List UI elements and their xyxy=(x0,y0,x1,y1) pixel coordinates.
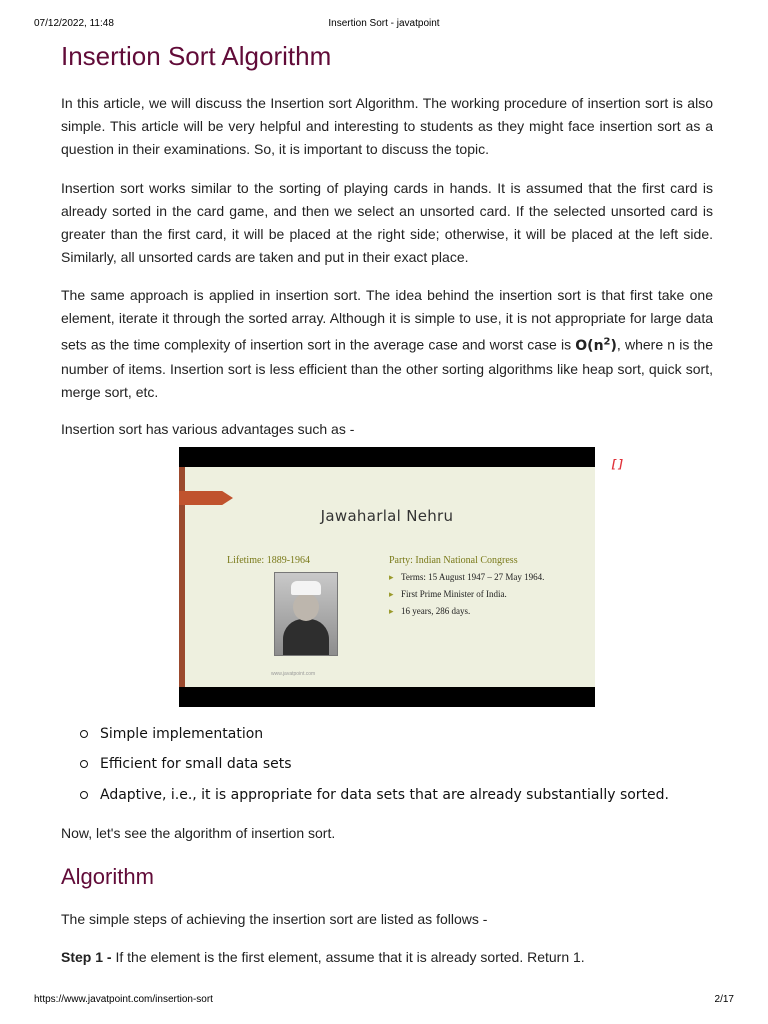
slide-bullet: ▸ Terms: 15 August 1947 – 27 May 1964. xyxy=(389,571,559,583)
embedded-video[interactable] xyxy=(179,447,595,707)
slide-watermark: www.javatpoint.com xyxy=(271,671,316,677)
slide-bullets xyxy=(389,571,559,622)
bullet-circle-icon xyxy=(80,760,88,768)
algorithm-intro: Now, let's see the algorithm of insertion sort. xyxy=(61,825,336,841)
slide-bullet: ▸ 16 years, 286 days. xyxy=(389,605,559,617)
approach-text-before: The same approach is applied in insertion sort. The idea behind the insertion sort is that first take one element, iterate it through the sorted array. Although it is simple to use, it is not appropriate for large data sets as the time complexity of insertion sort in the average case and worst case is xyxy=(61,287,713,353)
print-header xyxy=(34,18,734,30)
slide-bullet: ▸ First Prime Minister of India. xyxy=(389,588,559,600)
list-item: Efficient for small data sets xyxy=(100,754,713,774)
print-page-number: 2/17 xyxy=(714,994,734,1005)
portrait-photo xyxy=(274,572,338,656)
slide-party: Party: Indian National Congress xyxy=(389,555,518,566)
list-item: Simple implementation xyxy=(100,724,713,744)
bullet-circle-icon xyxy=(80,730,88,738)
advantages-list xyxy=(61,724,713,805)
complexity-formula: $O(n^2)$ xyxy=(575,336,617,354)
approach-text-after: , where n is the number of items. Insertion sort is less efficient than the other sorting algorithms like heap sort, quick sort, merge sort, etc. xyxy=(61,336,714,400)
slide-lifetime: Lifetime: 1889-1964 xyxy=(227,555,311,566)
intro-paragraph: In this article, we will discuss the Insertion sort Algorithm. The working procedure of insertion sort is also simple. This article will be very helpful and interesting to students as they might face insertion sort as a question in their examinations. So, it is important to discuss the topic. xyxy=(61,95,713,157)
print-page-title: Insertion Sort - javatpoint xyxy=(328,18,440,29)
article xyxy=(61,40,713,441)
step-1-text: If the element is the first element, assume that it is already sorted. Return 1. xyxy=(111,949,585,965)
advantages-intro: Insertion sort has various advantages such as - xyxy=(61,420,355,437)
bullet-circle-icon xyxy=(80,791,88,799)
print-url: https://www.javatpoint.com/insertion-sort xyxy=(34,994,213,1005)
playing-cards-paragraph: Insertion sort works similar to the sorting of playing cards in hands. It is assumed that the first card is already sorted in the card game, and then we select an unsorted card. If the selected unsorted card is greater than the first card, it will be placed at the right side; otherwise, it will be placed at the left side. Similarly, all unsorted cards are taken and put in their exact place. xyxy=(61,180,713,265)
step-1-label: Step 1 - xyxy=(61,949,112,965)
embed-close-icon[interactable]: [ ] xyxy=(612,458,623,470)
algorithm-heading: Algorithm xyxy=(61,864,154,889)
step-1 xyxy=(61,946,713,969)
print-footer xyxy=(34,994,734,1006)
page-title: Insertion Sort Algorithm xyxy=(61,41,332,71)
list-item: Adaptive, i.e., it is appropriate for data sets that are already substantially sorted. xyxy=(100,785,713,805)
approach-paragraph xyxy=(61,284,713,404)
print-datetime: 07/12/2022, 11:48 xyxy=(34,18,114,29)
steps-intro: The simple steps of achieving the insertion sort are listed as follows - xyxy=(61,911,488,927)
video-slide xyxy=(179,467,595,687)
article-continued xyxy=(61,724,713,969)
slide-ribbon xyxy=(179,491,233,505)
slide-title: Jawaharlal Nehru xyxy=(320,507,454,525)
